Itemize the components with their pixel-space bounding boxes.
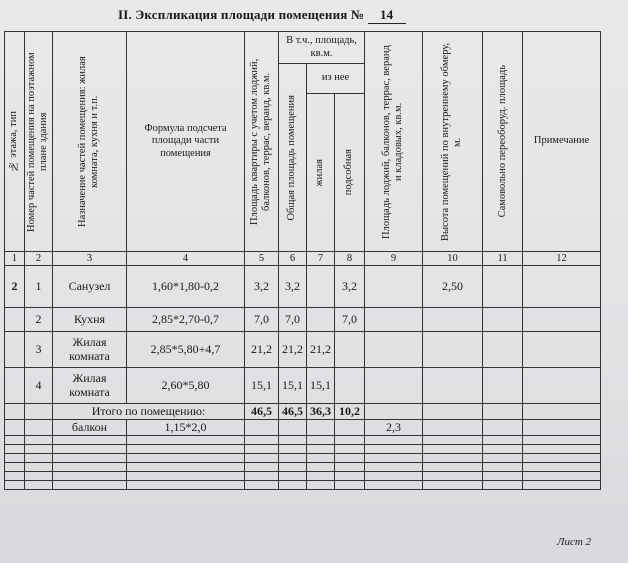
totals-label: Итого по помещению: <box>53 404 245 420</box>
table-row: 4 Жилая комната 2,60*5,80 15,1 15,1 15,1 <box>5 368 601 404</box>
title-text: II. Экспликация площади помещения № <box>118 7 365 22</box>
header-note: Примечание <box>523 32 601 252</box>
header-unauthorized: Самовольно переоборуд. площадь <box>483 32 523 252</box>
sheet-number: Лист 2 <box>557 536 592 548</box>
header-height: Высота помещений по внутреннему обмеру, м. <box>423 32 483 252</box>
header-living: жилая <box>307 94 335 252</box>
header-apartment-area: Площадь квартиры с учетом лоджий, балконов, террас, веранд, кв.м. <box>245 32 279 252</box>
header-formula: Формула подсчета площади части помещения <box>127 32 245 252</box>
header-of-it: из нее <box>307 64 365 94</box>
header-floor: № этажа, тип <box>5 32 25 252</box>
table-row: 3 Жилая комната 2,85*5,80+4,7 21,2 21,2 21,2 <box>5 332 601 368</box>
premises-number: 14 <box>368 7 406 24</box>
table-row: 2 Кухня 2,85*2,70-0,7 7,0 7,0 7,0 <box>5 308 601 332</box>
explication-table <box>4 31 601 490</box>
header-including: В т.ч., площадь, кв.м. <box>279 32 365 64</box>
header-part-number: Номер частей помещения на поэтажном плане здания <box>25 32 53 252</box>
totals-row: Итого по помещению: 46,5 46,5 36,3 10,2 <box>5 404 601 420</box>
header-auxiliary: подсобная <box>335 94 365 252</box>
header-purpose: Назначение частей помещения: жилая комната, кухня и т.п. <box>53 32 127 252</box>
header-loggia-area: Площадь лоджий, балконов, террас, веранд и кладовых, кв.м. <box>365 32 423 252</box>
column-numbers-row: 1 2 3 4 5 6 7 8 9 10 11 12 <box>5 252 601 266</box>
page-title <box>118 7 406 24</box>
header-general-area: Общая площадь помещения <box>279 64 307 252</box>
balcony-row: балкон 1,15*2,0 2,3 <box>5 420 601 436</box>
table-row: 2 1 Санузел 1,60*1,80-0,2 3,2 3,2 3,2 2,50 <box>5 266 601 308</box>
